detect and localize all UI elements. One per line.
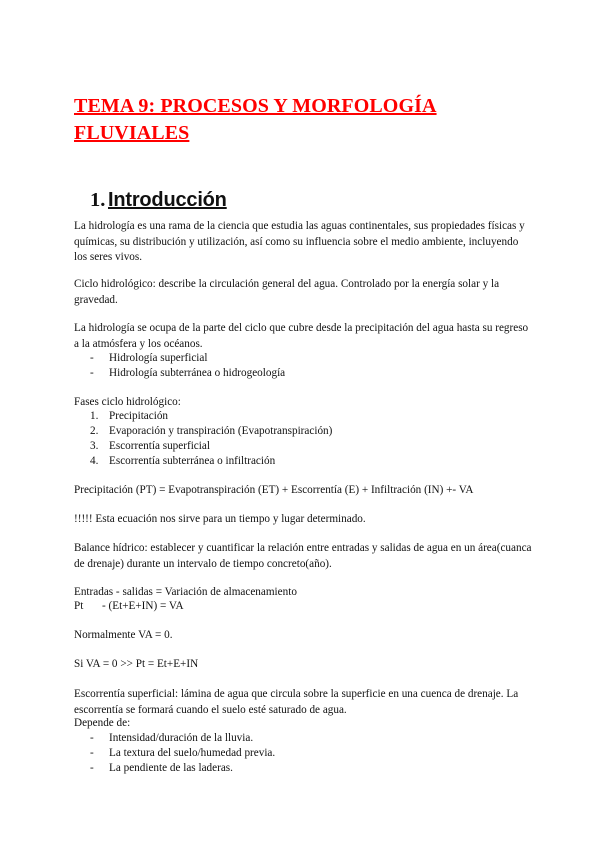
balance-paragraph: Balance hídrico: establecer y cuantificar la relación entre entradas y salidas de agua en un área(cuanca de drenaje) durante un intervalo de tiempo concreto(año). bbox=[74, 542, 532, 570]
si-line: Si VA = 0 >> Pt = Et+E+IN bbox=[74, 658, 199, 670]
list-item bbox=[90, 439, 210, 454]
intro-paragraph: La hidrología es una rama de la ciencia que estudia las aguas continentales, sus propiedades físicas y químicas, su distribución y utilización, así como su influencia sobre el medio ambiente, incluyendo los seres vivos. bbox=[74, 220, 525, 263]
section-number: 1. bbox=[90, 189, 106, 211]
list-item bbox=[90, 454, 275, 469]
list-item bbox=[90, 366, 285, 381]
section-title: Introducción bbox=[108, 189, 227, 211]
list-item bbox=[90, 731, 253, 746]
list-item bbox=[90, 409, 168, 424]
list-item bbox=[90, 746, 275, 761]
pt-expression: - (Et+E+IN) = VA bbox=[102, 600, 184, 612]
depende-label: Depende de: bbox=[74, 717, 131, 729]
section-heading bbox=[90, 187, 227, 213]
list-marker: - bbox=[90, 747, 94, 759]
list-item bbox=[90, 351, 207, 366]
warning-note: !!!!! Esta ecuación nos sirve para un tiempo y lugar determinado. bbox=[74, 513, 366, 525]
normal-line: Normalmente VA = 0. bbox=[74, 629, 173, 641]
list-item-text: Evaporación y transpiración (Evapotranspiración) bbox=[109, 425, 333, 437]
pt-line bbox=[74, 599, 534, 615]
list-item bbox=[90, 424, 332, 439]
list-marker: 1. bbox=[90, 410, 99, 422]
list-marker: - bbox=[90, 367, 94, 379]
escorrentia-paragraph: Escorrentía superficial: lámina de agua que circula sobre la superficie en una cuenca de drenaje. La escorrentía se formará cuando el suelo esté saturado de agua. bbox=[74, 688, 519, 716]
list-marker: 2. bbox=[90, 425, 99, 437]
list-marker: 4. bbox=[90, 455, 99, 467]
list-marker: 3. bbox=[90, 440, 99, 452]
document-title: TEMA 9: PROCESOS Y MORFOLOGÍA FLUVIALES bbox=[74, 95, 437, 144]
list-item-text: Hidrología subterránea o hidrogeología bbox=[109, 367, 286, 379]
list-item-text: Hidrología superficial bbox=[109, 352, 208, 364]
list-marker: - bbox=[90, 762, 94, 774]
ciclo-paragraph: Ciclo hidrológico: describe la circulación general del agua. Controlado por la energía solar y la gravedad. bbox=[74, 278, 500, 306]
list-item-text: Precipitación bbox=[109, 410, 169, 422]
list-item-text: La textura del suelo/humedad previa. bbox=[109, 747, 276, 759]
list-item-text: Intensidad/duración de la lluvia. bbox=[109, 732, 254, 744]
list-item-text: Escorrentía superficial bbox=[109, 440, 210, 452]
hidrologia-paragraph: La hidrología se ocupa de la parte del ciclo que cubre desde la precipitación del agua hasta su regreso a la atmósfera y los océanos. bbox=[74, 322, 529, 350]
fases-title: Fases ciclo hidrológico: bbox=[74, 396, 181, 408]
equation: Precipitación (PT) = Evapotranspiración (ET) + Escorrentía (E) + Infiltración (IN) +- VA bbox=[74, 484, 474, 496]
entradas-line: Entradas - salidas = Variación de almacenamiento bbox=[74, 586, 297, 598]
pt-label: Pt bbox=[74, 600, 84, 612]
list-item-text: La pendiente de las laderas. bbox=[109, 762, 233, 774]
list-marker: - bbox=[90, 352, 94, 364]
list-item bbox=[90, 761, 233, 776]
list-marker: - bbox=[90, 732, 94, 744]
list-item-text: Escorrentía subterránea o infiltración bbox=[109, 455, 276, 467]
